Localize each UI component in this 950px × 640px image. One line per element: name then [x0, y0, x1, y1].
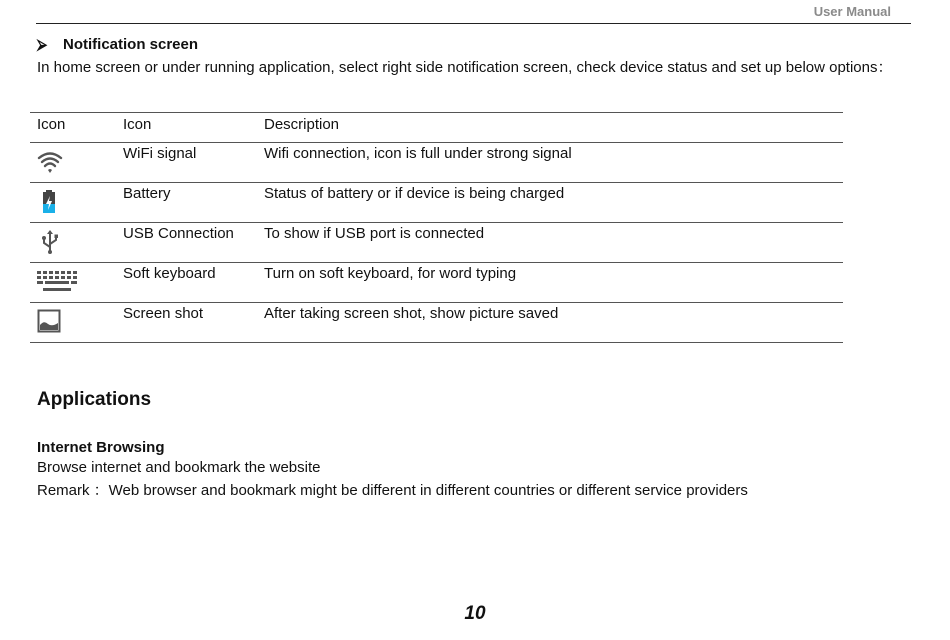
- table-header-row: [30, 113, 843, 143]
- table-row: [30, 223, 843, 263]
- internet-browsing-heading: Internet Browsing: [37, 439, 165, 456]
- internet-browsing-description: Browse internet and bookmark the website: [37, 459, 321, 476]
- arrow-bullet-icon: ⮚: [37, 36, 47, 52]
- table-header-name: Icon: [123, 116, 152, 133]
- table-cell-icon: [30, 303, 123, 343]
- notification-intro: In home screen or under running application, select right side notification screen, check device status and set up below options：: [37, 59, 893, 76]
- table-header-description: Description: [264, 116, 340, 133]
- usb-icon: [37, 229, 63, 255]
- keyboard-icon: [37, 269, 77, 295]
- battery-charging-icon: [37, 189, 63, 215]
- table-cell-icon: [30, 263, 123, 303]
- table-row: [30, 303, 843, 343]
- table-cell-icon: [30, 223, 123, 263]
- table-cell-icon: [30, 183, 123, 223]
- header-divider: [36, 23, 911, 24]
- table-cell-icon: [30, 143, 123, 183]
- table-cell-description: After taking screen shot, show picture saved: [264, 305, 559, 322]
- wifi-icon: [37, 149, 63, 175]
- table-cell-name: WiFi signal: [123, 145, 197, 162]
- table-cell-description: Wifi connection, icon is full under strong signal: [264, 145, 572, 162]
- table-cell-description: Turn on soft keyboard, for word typing: [264, 265, 517, 282]
- table-cell-name: Screen shot: [123, 305, 204, 322]
- page-number: 10: [464, 603, 486, 624]
- notification-heading-text: Notification screen: [63, 36, 199, 53]
- icon-table: [30, 112, 843, 343]
- picture-icon: [37, 309, 63, 335]
- table-row: [30, 183, 843, 223]
- table-row: [30, 143, 843, 183]
- table-cell-description: To show if USB port is connected: [264, 225, 485, 242]
- internet-browsing-remark: Remark ：Web browser and bookmark might be different in different countries or different service providers: [37, 482, 748, 499]
- table-cell-name: Battery: [123, 185, 171, 202]
- table-cell-name: USB Connection: [123, 225, 234, 242]
- table-cell-description: Status of battery or if device is being charged: [264, 185, 565, 202]
- table-cell-name: Soft keyboard: [123, 265, 216, 282]
- header-label: User Manual: [813, 4, 891, 19]
- notification-section-heading: [37, 36, 198, 53]
- table-row: [30, 263, 843, 303]
- table-header-icon: Icon: [37, 116, 66, 133]
- applications-heading: Applications: [37, 389, 152, 410]
